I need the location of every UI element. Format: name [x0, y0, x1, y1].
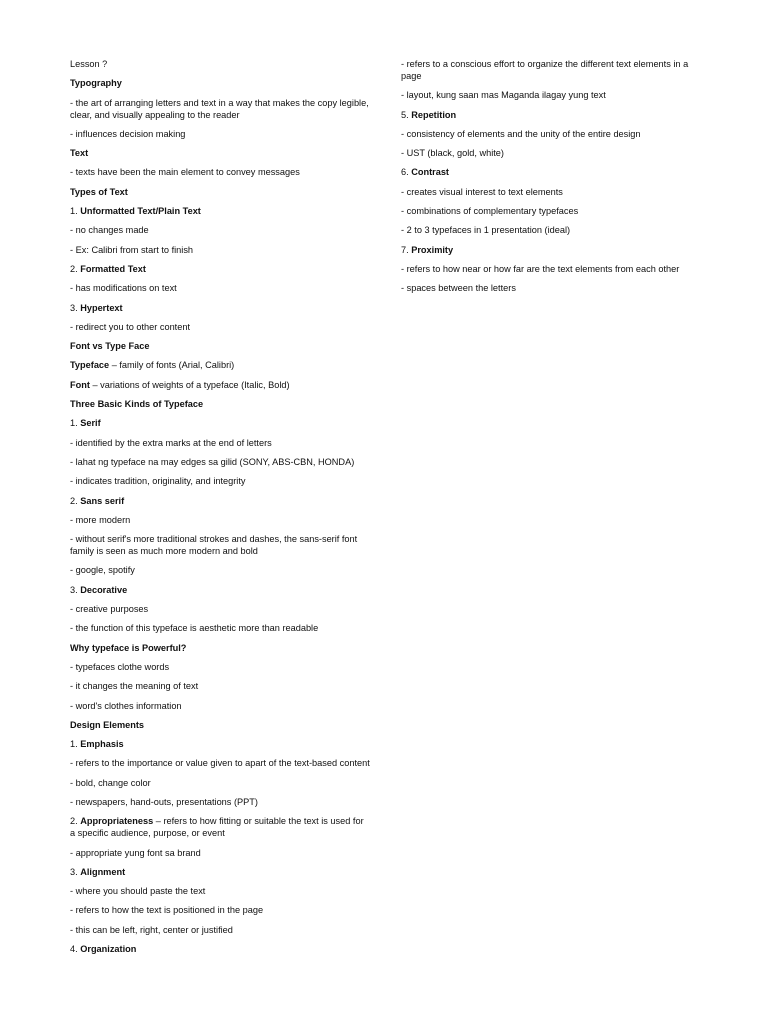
item-number: 3.: [70, 866, 81, 877]
numbered-item: [70, 738, 370, 750]
left-column: [70, 58, 370, 962]
numbered-item: [70, 417, 370, 429]
note-line: - Ex: Calibri from start to finish: [70, 244, 194, 255]
numbered-item: [70, 866, 370, 878]
item-definition: – variations of weights of a typeface (Italic, Bold): [89, 379, 290, 390]
section-heading: Why typeface is Powerful?: [70, 642, 187, 653]
item-term: Sans serif: [80, 495, 125, 506]
numbered-item: [401, 166, 701, 178]
item-number: 7.: [401, 244, 412, 255]
item-term: Contrast: [411, 167, 449, 178]
note-line: - the art of arranging letters and text in a way that makes the copy legible, clear, and visually appealing to the reader: [70, 97, 369, 120]
note-line: Lesson ?: [70, 59, 108, 69]
note-line: - the function of this typeface is aesthetic more than readable: [70, 623, 319, 634]
item-number: 3.: [70, 584, 81, 595]
note-line: - more modern: [70, 514, 131, 525]
numbered-item: [401, 244, 701, 256]
note-line: - redirect you to other content: [70, 321, 191, 332]
item-number: 2.: [70, 495, 81, 506]
note-line: - creates visual interest to text elements: [401, 186, 563, 197]
numbered-item: [401, 109, 701, 121]
item-term: Serif: [80, 418, 101, 429]
note-line: - lahat ng typeface na may edges sa gilid (SONY, ABS-CBN, HONDA): [70, 456, 355, 467]
item-term: Typeface: [70, 360, 110, 371]
numbered-item: [70, 584, 370, 596]
note-line: - refers to a conscious effort to organize the different text elements in a page: [401, 59, 689, 81]
note-line: - it changes the meaning of text: [70, 681, 199, 692]
item-definition: – refers to how fitting or suitable the text is used for a specific audience, purpose, or event: [70, 816, 364, 839]
numbered-item: [70, 359, 370, 371]
note-line: - creative purposes: [70, 604, 149, 615]
note-line: - consistency of elements and the unity of the entire design: [401, 128, 641, 139]
item-number: 3.: [70, 302, 81, 313]
note-line: - appropriate yung font sa brand: [70, 847, 201, 858]
note-line: - refers to how the text is positioned in the page: [70, 905, 264, 916]
note-line: - identified by the extra marks at the end of letters: [70, 437, 272, 448]
note-line: - 2 to 3 typefaces in 1 presentation (ideal): [401, 225, 571, 236]
note-line: - influences decision making: [70, 128, 186, 139]
item-number: 2.: [70, 263, 81, 274]
item-term: Unformatted Text/Plain Text: [80, 206, 201, 217]
numbered-item: [70, 263, 370, 275]
numbered-item: [70, 302, 370, 314]
item-number: 2.: [70, 816, 81, 827]
item-definition: – family of fonts (Arial, Calibri): [109, 360, 235, 371]
note-line: - without serif's more traditional strokes and dashes, the sans-serif font family is seen as much more modern and bold: [70, 534, 358, 557]
item-term: Appropriateness: [80, 816, 154, 827]
numbered-item: [70, 205, 370, 217]
note-line: - layout, kung saan mas Maganda ilagay yung text: [401, 90, 606, 101]
note-line: - word's clothes information: [70, 700, 182, 711]
note-line: - texts have been the main element to convey messages: [70, 167, 300, 178]
note-line: - refers to how near or how far are the text elements from each other: [401, 263, 680, 274]
section-heading: Font vs Type Face: [70, 341, 150, 352]
section-heading: Types of Text: [70, 186, 128, 197]
section-heading: Three Basic Kinds of Typeface: [70, 399, 204, 410]
section-heading: Text: [70, 148, 89, 159]
note-line: - typefaces clothe words: [70, 661, 170, 672]
item-number: 1.: [70, 739, 81, 750]
note-line: - combinations of complementary typefaces: [401, 206, 579, 217]
note-line: - UST (black, gold, white): [401, 148, 504, 159]
item-term: Font: [70, 379, 90, 390]
section-heading: Design Elements: [70, 719, 145, 730]
item-term: Formatted Text: [80, 263, 146, 274]
note-line: - spaces between the letters: [401, 283, 516, 294]
note-line: - this can be left, right, center or justified: [70, 924, 233, 935]
section-heading: Typography: [70, 78, 122, 89]
numbered-item: [70, 815, 370, 839]
numbered-item: [70, 379, 370, 391]
item-term: Repetition: [411, 109, 457, 120]
right-column: [401, 58, 701, 302]
note-line: - bold, change color: [70, 777, 151, 788]
item-number: 6.: [401, 167, 412, 178]
note-line: - has modifications on text: [70, 283, 177, 294]
note-line: - where you should paste the text: [70, 886, 206, 897]
item-term: Proximity: [411, 244, 454, 255]
note-line: - refers to the importance or value given to apart of the text-based content: [70, 758, 370, 769]
item-term: Alignment: [80, 866, 126, 877]
item-term: Organization: [80, 944, 137, 955]
numbered-item: [70, 495, 370, 507]
item-number: 5.: [401, 109, 412, 120]
note-line: - indicates tradition, originality, and integrity: [70, 476, 246, 487]
item-number: 4.: [70, 944, 81, 955]
item-term: Emphasis: [80, 739, 124, 750]
item-term: Hypertext: [80, 302, 123, 313]
note-line: - no changes made: [70, 225, 149, 236]
note-line: - google, spotify: [70, 565, 135, 576]
item-term: Decorative: [80, 584, 128, 595]
numbered-item: [70, 943, 370, 955]
item-number: 1.: [70, 206, 81, 217]
note-line: - newspapers, hand-outs, presentations (PPT): [70, 796, 258, 807]
item-number: 1.: [70, 418, 81, 429]
